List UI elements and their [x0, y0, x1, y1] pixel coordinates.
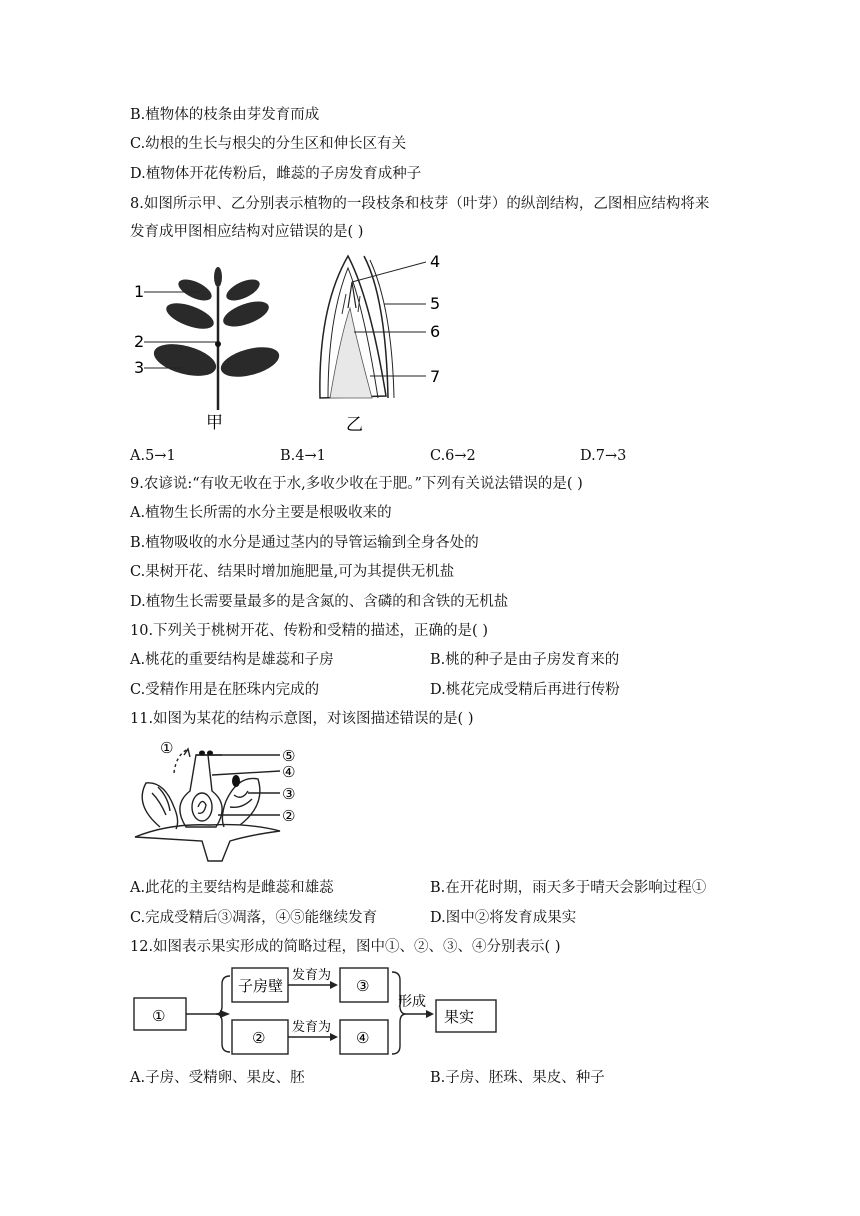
q8-option-a: A.5→1: [130, 448, 176, 464]
q9-option-c: C.果树开花、结果时增加施肥量,可为其提供无机盐: [130, 564, 455, 580]
q9-option-d: D.植物生长需要量最多的是含氮的、含磷的和含铁的无机盐: [130, 594, 509, 610]
q11-flower-figure: [130, 735, 320, 865]
flower-drawing: [135, 749, 280, 861]
q8-figure-yi: [300, 248, 460, 440]
yi-label-7: 7: [430, 367, 441, 386]
jia-label-2: 2: [134, 332, 145, 351]
q9-option-a: A.植物生长所需的水分主要是根吸收来的: [130, 505, 392, 521]
q10-option-a: A.桃花的重要结构是雄蕊和子房: [130, 652, 334, 668]
q12-stem: 12.如图表示果实形成的简略过程，图中①、②、③、④分别表示( ): [130, 939, 561, 955]
yi-label-5: 5: [430, 294, 441, 313]
flower-label-4: ④: [282, 763, 296, 781]
q8-option-d: D.7→3: [580, 448, 627, 464]
q8-stem-line2: 发育成甲图相应结构对应错误的是( ): [130, 224, 364, 240]
yi-caption: 乙: [346, 415, 363, 435]
q12-option-b: B.子房、胚珠、果皮、种子: [430, 1070, 605, 1086]
flow-box-1: ①: [152, 1007, 166, 1025]
q9-option-b: B.植物吸收的水分是通过茎内的导管运输到全身各处的: [130, 535, 479, 551]
q11-stem: 11.如图为某花的结构示意图，对该图描述错误的是( ): [130, 711, 474, 727]
q11-option-b: B.在开花时期，雨天多于晴天会影响过程①: [430, 880, 707, 896]
flow-box-2: ②: [252, 1029, 266, 1047]
q10-option-b: B.桃的种子是由子房发育来的: [430, 652, 620, 668]
q10-stem: 10.下列关于桃树开花、传粉和受精的描述，正确的是( ): [130, 623, 488, 639]
q7-option-b: B.植物体的枝条由芽发育而成: [130, 107, 320, 123]
flower-label-3: ③: [282, 785, 296, 803]
q11-option-d: D.图中②将发育成果实: [430, 910, 577, 926]
flower-label-2: ②: [282, 807, 296, 825]
jia-label-1: 1: [134, 282, 145, 301]
q8-option-b: B.4→1: [280, 448, 326, 464]
q7-option-c: C.幼根的生长与根尖的分生区和伸长区有关: [130, 136, 407, 152]
flow-box-4: ④: [356, 1029, 370, 1047]
flower-label-1: ①: [160, 739, 174, 757]
q11-option-c: C.完成受精后③凋落，④⑤能继续发育: [130, 910, 378, 926]
q11-option-a: A.此花的主要结构是雌蕊和雄蕊: [130, 880, 334, 896]
q10-option-d: D.桃花完成受精后再进行传粉: [430, 682, 620, 698]
flow-box-fruit: 果实: [444, 1008, 475, 1026]
q12-flow-diagram: [130, 962, 510, 1062]
jia-caption: 甲: [206, 413, 223, 433]
flow-arrow-bottom-label: 发育为: [292, 1020, 332, 1035]
q7-option-d: D.植物体开花传粉后，雌蕊的子房发育成种子: [130, 166, 422, 182]
q12-option-a: A.子房、受精卵、果皮、胚: [130, 1070, 305, 1086]
flow-box-ovary-wall: 子房壁: [238, 977, 284, 995]
q8-stem-line1: 8.如图所示甲、乙分别表示植物的一段枝条和枝芽（叶芽）的纵剖结构，乙图相应结构将来: [130, 196, 710, 212]
jia-label-3: 3: [134, 358, 145, 377]
bud-drawing: [320, 256, 426, 398]
flow-arrow-top-label: 发育为: [292, 968, 332, 983]
q8-figure-jia: [130, 252, 310, 442]
flow-brace-label: 形成: [398, 994, 426, 1010]
yi-label-4: 4: [430, 252, 441, 271]
q8-option-c: C.6→2: [430, 448, 476, 464]
yi-label-6: 6: [430, 322, 441, 341]
q9-stem: 9.农谚说:“有收无收在于水,多收少收在于肥。”下列有关说法错误的是( ): [130, 476, 583, 492]
flow-box-3: ③: [356, 977, 370, 995]
q10-option-c: C.受精作用是在胚珠内完成的: [130, 682, 320, 698]
branch-drawing: [144, 267, 282, 410]
flower-label-5: ⑤: [282, 747, 296, 765]
